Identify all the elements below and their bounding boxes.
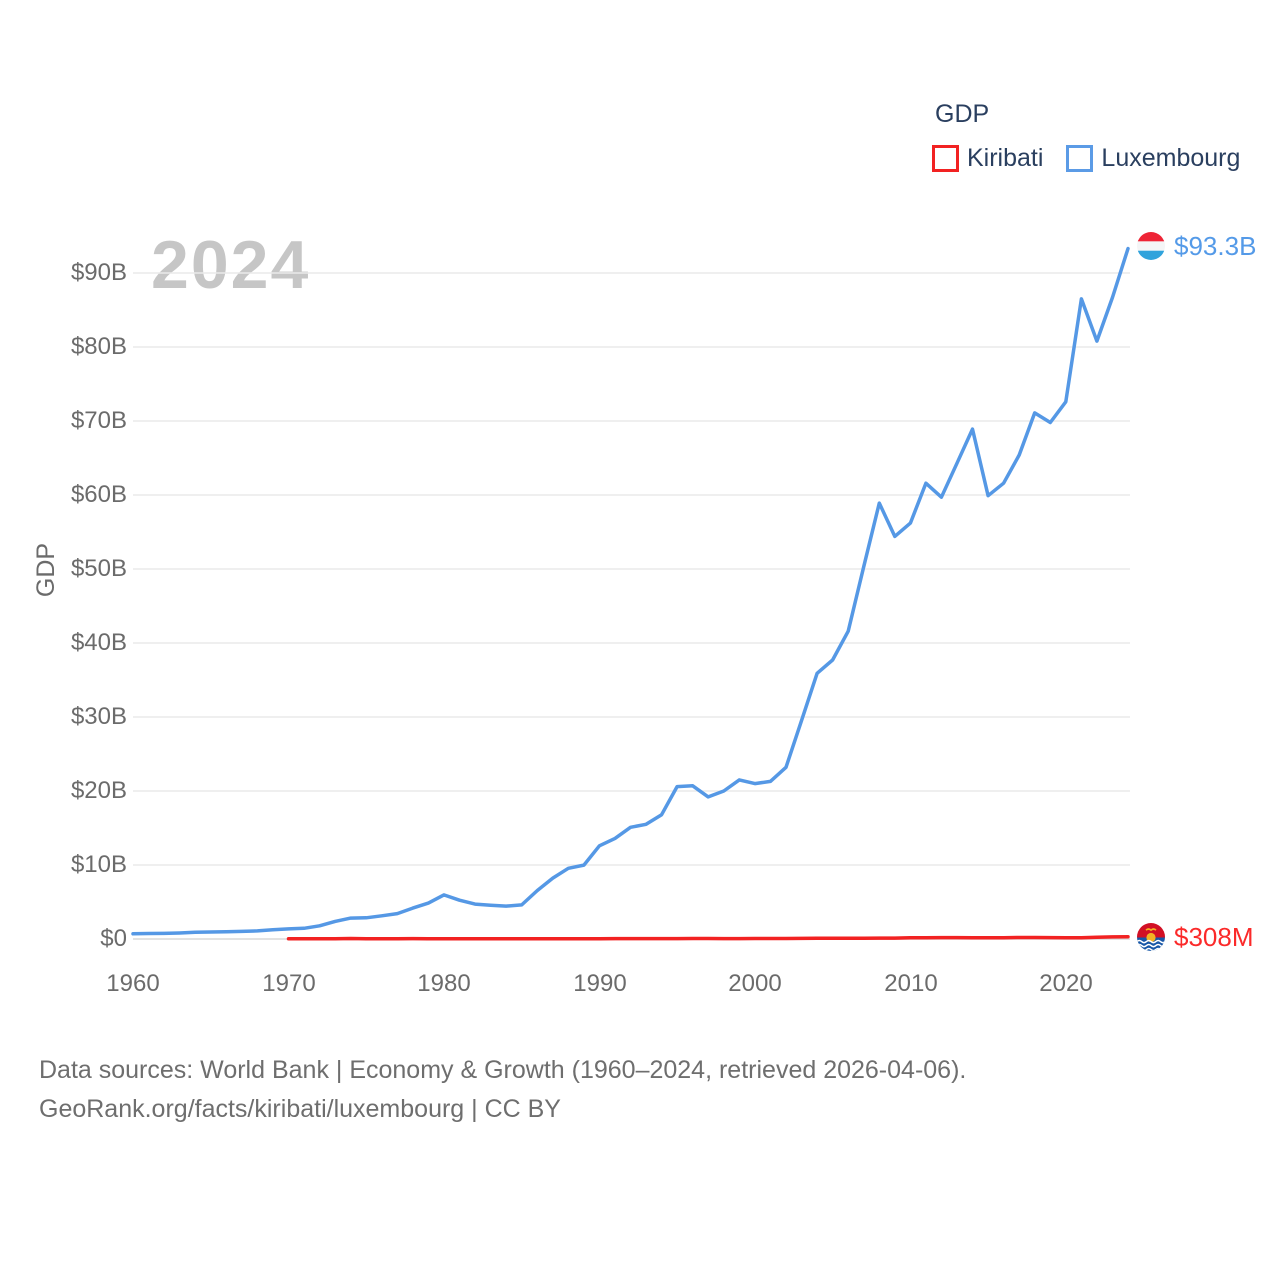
y-tick-label: $40B [70,629,127,656]
kiribati-line[interactable] [289,937,1129,939]
legend-item-label: Luxembourg [1101,144,1241,172]
x-tick-label: 1960 [106,970,160,997]
data-source-footer [39,1051,966,1129]
y-tick-label: $0 [100,925,127,952]
y-tick-label: $20B [70,777,127,804]
y-tick-label: $80B [70,333,127,360]
luxembourg-swatch-icon [1066,145,1093,172]
y-tick-label: $90B [70,259,127,286]
legend-item-label: Kiribati [967,144,1044,172]
y-axis-title: GDP [32,542,60,598]
legend-items [932,144,1240,173]
kiribati-flag-icon [1137,923,1165,951]
luxembourg-end-value: $93.3B [1174,231,1257,261]
y-tick-label: $50B [70,555,127,582]
luxembourg-flag-icon [1137,232,1165,260]
luxembourg-line[interactable] [133,249,1128,934]
kiribati-swatch-icon [932,145,959,172]
x-tick-label: 1970 [262,970,316,997]
legend-item-kiribati[interactable] [932,144,1043,173]
kiribati-end-value: $308M [1174,922,1254,952]
y-tick-label: $10B [70,851,127,878]
x-tick-label: 2010 [884,970,938,997]
luxembourg-end-label [1137,232,1256,260]
y-tick-label: $70B [70,407,127,434]
x-tick-label: 2000 [728,970,782,997]
x-tick-label: 2020 [1039,970,1093,997]
footer-line-1: Data sources: World Bank | Economy & Growth (1960–2024, retrieved 2026-04-06). [39,1056,967,1084]
y-tick-label: $60B [70,481,127,508]
y-tick-label: $30B [70,703,127,730]
kiribati-end-label [1137,923,1254,951]
legend [932,100,1240,173]
footer-line-2: GeoRank.org/facts/kiribati/luxembourg | CC BY [39,1095,561,1123]
legend-item-luxembourg[interactable] [1066,144,1240,173]
legend-title: GDP [935,100,990,128]
year-watermark: 2024 [151,227,311,303]
x-tick-label: 1990 [573,970,627,997]
x-tick-label: 1980 [417,970,471,997]
